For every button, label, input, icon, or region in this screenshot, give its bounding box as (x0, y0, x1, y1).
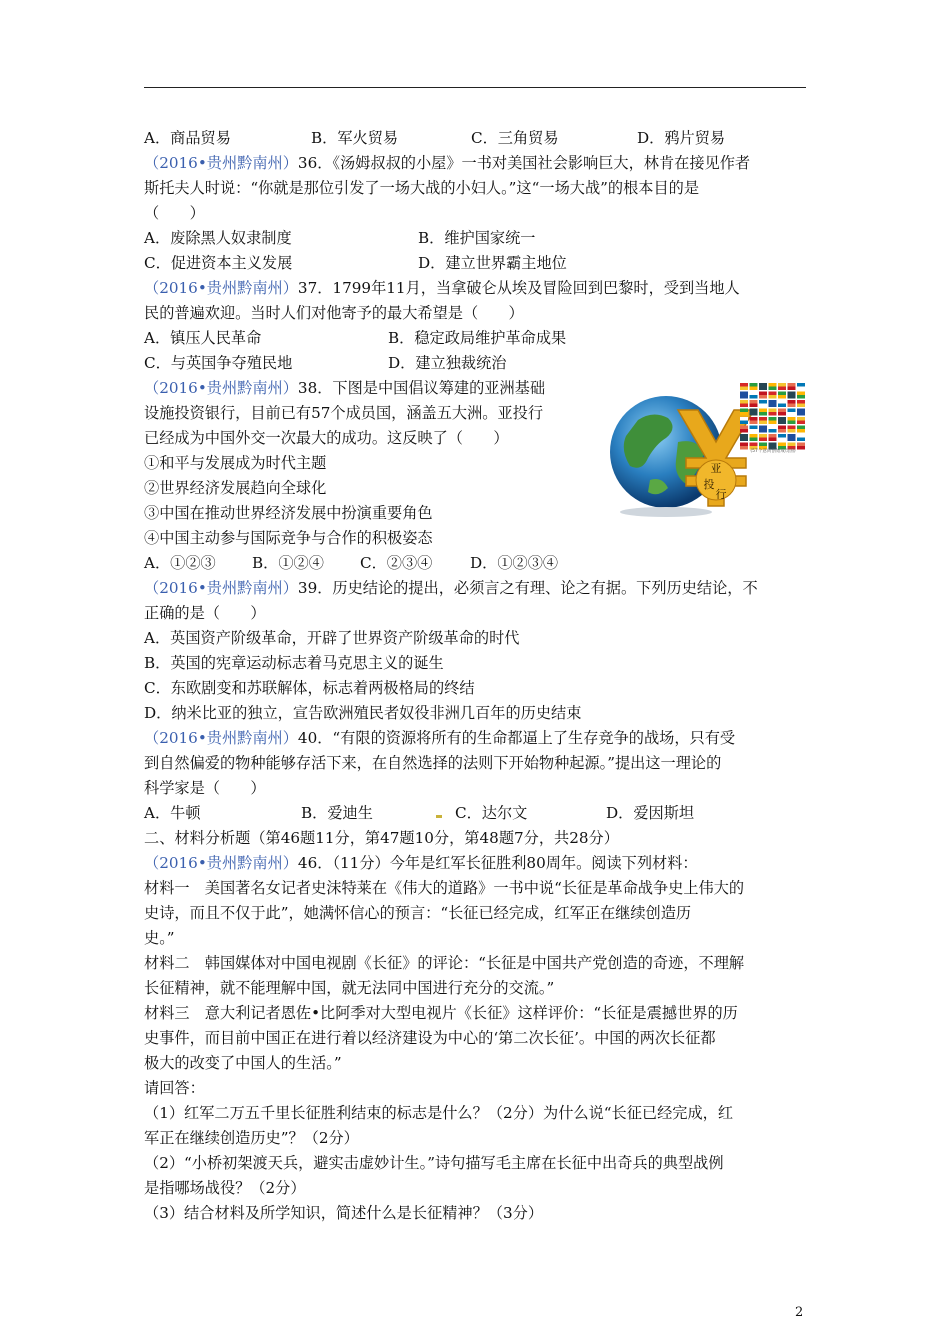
stray-mark (436, 815, 442, 818)
q46-part2-line1: （2）“小桥初架渡天兵，避实击虚妙计生。”诗句描写毛主席在长征中出奇兵的典型战例 (144, 1154, 724, 1172)
section-2-heading: 二、材料分析题（第46题11分，第47题10分，第48题7分，共28分） (144, 829, 619, 847)
q36-stem-line2: 斯托夫人时说：“你就是那位引发了一场大战的小妇人。”这“一场大战”的根本目的是 (144, 179, 700, 197)
q39-option-a: A．英国资产阶级革命，开辟了世界资产阶级革命的时代 (144, 629, 520, 647)
q40-option-d: D．爱因斯坦 (606, 804, 695, 822)
flag-icon (759, 387, 767, 391)
flag-icon (759, 438, 767, 442)
q46-part2-line2: 是指哪场战役？（2分） (144, 1179, 306, 1197)
q38-source: （2016•贵州黔南州） (144, 379, 298, 397)
logo-char-2: 投 (703, 478, 715, 491)
q39-option-b: B．英国的宪章运动标志着马克思主义的诞生 (144, 654, 444, 672)
flag-icon (788, 400, 796, 404)
flag-icon (788, 421, 796, 425)
flag-icon (788, 417, 796, 421)
aiib-figure (608, 380, 808, 520)
flag-icon (797, 387, 805, 391)
q40-option-b: B．爱迪生 (301, 804, 373, 822)
flag-icon (750, 443, 758, 447)
q38-option-d: D．①②③④ (470, 554, 559, 572)
flag-icon (769, 429, 777, 433)
flag-icon (750, 383, 758, 387)
q35-option-b: B．军火贸易 (311, 129, 399, 147)
flag-icon (759, 392, 767, 396)
flag-icon (750, 395, 758, 399)
q40-stem-line3: 科学家是（ ） (144, 779, 266, 797)
q36-option-d: D．建立世界霸主地位 (418, 254, 567, 272)
logo-char-1: 亚 (710, 462, 722, 475)
q39-option-d: D．纳米比亚的独立，宣告欧洲殖民者奴役非洲几百年的历史结束 (144, 704, 582, 722)
flag-icon (759, 443, 767, 447)
q40-stem-line1: （2016•贵州黔南州）40．“有限的资源将所有的生命都逼上了生存竞争的战场，只有受 (144, 729, 736, 747)
q39-source: （2016•贵州黔南州） (144, 579, 298, 597)
flag-icon (797, 438, 805, 442)
material-3-line3: 极大的改变了中国人的生活。” (144, 1054, 342, 1072)
q39-option-c: C．东欧剧变和苏联解体，标志着两极格局的终结 (144, 679, 475, 697)
flag-icon (778, 383, 786, 387)
q39-stem-line1: （2016•贵州黔南州）39．历史结论的提出，必须言之有理、论之有据。下列历史结论，不 (144, 579, 758, 597)
q38-stem-line1: （2016•贵州黔南州）38．下图是中国倡议筹建的亚洲基础 (144, 379, 546, 397)
flag-icon (740, 400, 748, 404)
flag-icon (797, 426, 805, 430)
flag-icon (759, 409, 767, 413)
q38-stem-line2: 设施投资银行，目前已有57个成员国，涵盖五大洲。亚投行 (144, 404, 544, 422)
flag-icon (788, 409, 796, 413)
flag-icon (750, 426, 758, 430)
flag-icon (750, 417, 758, 421)
flags-caption: (57个意向创始成员国) (750, 449, 796, 454)
flag-icon (797, 429, 805, 433)
flag-icon (769, 400, 777, 404)
flag-icon (769, 387, 777, 391)
q38-option-c: C．②③④ (360, 554, 433, 572)
flag-icon (740, 438, 748, 442)
flag-icon (778, 387, 786, 391)
q36-option-a: A．废除黑人奴隶制度 (144, 229, 292, 247)
flag-icon (740, 429, 748, 433)
flag-icon (740, 409, 748, 413)
flag-icon (769, 438, 777, 442)
flag-icon (778, 409, 786, 413)
flag-icon (740, 443, 748, 447)
material-2-line2: 长征精神，就不能理解中国，就无法同中国进行充分的交流。” (144, 979, 555, 997)
q40-option-c: C．达尔文 (455, 804, 528, 822)
q38-statement-1: ①和平与发展成为时代主题 (144, 454, 327, 472)
q35-option-d: D．鸦片贸易 (637, 129, 726, 147)
q35-option-a: A．商品贸易 (144, 129, 231, 147)
q38-option-b: B．①②④ (252, 554, 324, 572)
flag-icon (759, 395, 767, 399)
flag-icon (797, 409, 805, 413)
flag-icon (788, 443, 796, 447)
flag-icon (750, 409, 758, 413)
q46-part1-line1: （1）红军二万五千里长征胜利结束的标志是什么？（2分）为什么说“长征已经完成，红 (144, 1104, 734, 1122)
flag-icon (778, 443, 786, 447)
flag-icon (769, 409, 777, 413)
q36-stem-line3: （ ） (144, 204, 205, 222)
flag-icon (778, 421, 786, 425)
flag-icon (750, 404, 758, 408)
flag-icon (740, 387, 748, 391)
logo-char-3: 行 (715, 488, 727, 501)
flag-icon (797, 392, 805, 396)
flag-icon (750, 438, 758, 442)
q36-option-c: C．促进资本主义发展 (144, 254, 293, 272)
flag-icon (750, 421, 758, 425)
flag-icon (778, 395, 786, 399)
flag-icon (778, 426, 786, 430)
flag-icon (740, 383, 748, 387)
flag-icon (740, 395, 748, 399)
page-number: 2 (795, 1305, 804, 1320)
flag-icon (797, 446, 805, 450)
flag-icon (769, 395, 777, 399)
flag-icon (740, 434, 748, 438)
material-1-line2: 史诗，而且不仅于此”，她满怀信心的预言：“长征已经完成，红军正在继续创造历 (144, 904, 692, 922)
flag-icon (759, 421, 767, 425)
q39-stem-line2: 正确的是（ ） (144, 604, 266, 622)
flag-icon (750, 387, 758, 391)
q36-source: （2016•贵州黔南州） (144, 154, 298, 172)
q40-stem-line2: 到自然偏爱的物种能够存活下来，在自然选择的法则下开始物种起源。”提出这一理论的 (144, 754, 722, 772)
q46-source: （2016•贵州黔南州） (144, 854, 298, 872)
flag-icon (797, 417, 805, 421)
q37-option-b: B．稳定政局维护革命成果 (388, 329, 567, 347)
flag-icon (740, 404, 748, 408)
flag-icon (769, 404, 777, 408)
flag-icon (788, 434, 796, 438)
flag-icon (778, 429, 786, 433)
flag-icon (750, 392, 758, 396)
material-1-line1: 材料一 美国著名女记者史沫特莱在《伟大的道路》一书中说“长征是革命战争史上伟大的 (144, 879, 745, 897)
q46-part1-line2: 军正在继续创造历史”？（2分） (144, 1129, 359, 1147)
q37-option-d: D．建立独裁统治 (388, 354, 507, 372)
flag-icon (788, 392, 796, 396)
flag-icon (740, 417, 748, 421)
flag-icon (759, 429, 767, 433)
q36-option-b: B．维护国家统一 (418, 229, 536, 247)
q37-source: （2016•贵州黔南州） (144, 279, 298, 297)
flag-icon (778, 412, 786, 416)
q37-stem-line2: 民的普遍欢迎。当时人们对他寄予的最大希望是（ ） (144, 304, 524, 322)
flag-icon (759, 404, 767, 408)
flag-icon (740, 426, 748, 430)
q38-statement-4: ④中国主动参与国际竞争与合作的积极姿态 (144, 529, 433, 547)
flag-icon (769, 417, 777, 421)
flag-icon (788, 387, 796, 391)
flag-icon (740, 446, 748, 450)
material-1-line3: 史。” (144, 929, 175, 947)
flag-icon (769, 434, 777, 438)
flag-icon (797, 421, 805, 425)
q38-statement-3: ③中国在推动世界经济发展中扮演重要角色 (144, 504, 433, 522)
flag-icon (759, 383, 767, 387)
flag-icon (788, 395, 796, 399)
q36-stem-line1: （2016•贵州黔南州）36．《汤姆叔叔的小屋》一书对美国社会影响巨大，林肯在接见作者 (144, 154, 751, 172)
flag-icon (740, 421, 748, 425)
flag-icon (769, 443, 777, 447)
q46-intro: （2016•贵州黔南州）46．（11分）今年是红军长征胜利80周年。阅读下列材料： (144, 854, 698, 872)
flag-icon (788, 426, 796, 430)
flag-icon (778, 404, 786, 408)
flag-icon (740, 412, 748, 416)
flag-icon (769, 412, 777, 416)
flag-icon (778, 400, 786, 404)
globe-yuan-logo-image (608, 380, 808, 520)
answer-prompt: 请回答： (144, 1079, 205, 1097)
q37-option-a: A．镇压人民革命 (144, 329, 262, 347)
flag-icon (740, 392, 748, 396)
flag-icon (797, 400, 805, 404)
flag-icon (788, 404, 796, 408)
q38-option-a: A．①②③ (144, 554, 216, 572)
q35-option-c: C．三角贸易 (471, 129, 559, 147)
flag-icon (750, 412, 758, 416)
flag-icon (769, 426, 777, 430)
flag-icon (788, 383, 796, 387)
material-2-line1: 材料二 韩国媒体对中国电视剧《长征》的评论：“长征是中国共产党创造的奇迹，不理解 (144, 954, 745, 972)
flag-icon (759, 412, 767, 416)
flag-icon (797, 443, 805, 447)
flag-icon (797, 412, 805, 416)
flag-icon (778, 417, 786, 421)
flag-icon (797, 434, 805, 438)
flag-icon (797, 395, 805, 399)
flag-icon (759, 417, 767, 421)
flag-icon (759, 426, 767, 430)
q38-stem-line3: 已经成为中国外交一次最大的成功。这反映了（ ） (144, 429, 509, 447)
flag-icon (759, 434, 767, 438)
q40-source: （2016•贵州黔南州） (144, 729, 298, 747)
material-3-line1: 材料三 意大利记者恩佐•比阿季对大型电视片《长征》这样评价：“长征是震撼世界的历 (144, 1004, 738, 1022)
flag-icon (788, 412, 796, 416)
flag-icon (797, 383, 805, 387)
flag-icon (750, 429, 758, 433)
material-3-line2: 史事件，而目前中国正在进行着以经济建设为中心的‘第二次长征’。中国的两次长征都 (144, 1029, 716, 1047)
flag-icon (788, 438, 796, 442)
flag-icon (778, 392, 786, 396)
flag-icon (778, 438, 786, 442)
flag-icon (788, 429, 796, 433)
q40-option-a: A．牛顿 (144, 804, 201, 822)
flag-icon (797, 404, 805, 408)
header-rule (144, 87, 806, 88)
flag-icon (769, 421, 777, 425)
flag-icon (750, 400, 758, 404)
q46-part3: （3）结合材料及所学知识，简述什么是长征精神？（3分） (144, 1204, 544, 1222)
flag-icon (769, 392, 777, 396)
q37-option-c: C．与英国争夺殖民地 (144, 354, 293, 372)
flag-icon (759, 400, 767, 404)
flag-icon (769, 383, 777, 387)
flag-icon (778, 434, 786, 438)
q37-stem-line1: （2016•贵州黔南州）37．1799年11月，当拿破仑从埃及冒险回到巴黎时，受到当地人 (144, 279, 740, 297)
q38-statement-2: ②世界经济发展趋向全球化 (144, 479, 327, 497)
flag-icon (750, 434, 758, 438)
